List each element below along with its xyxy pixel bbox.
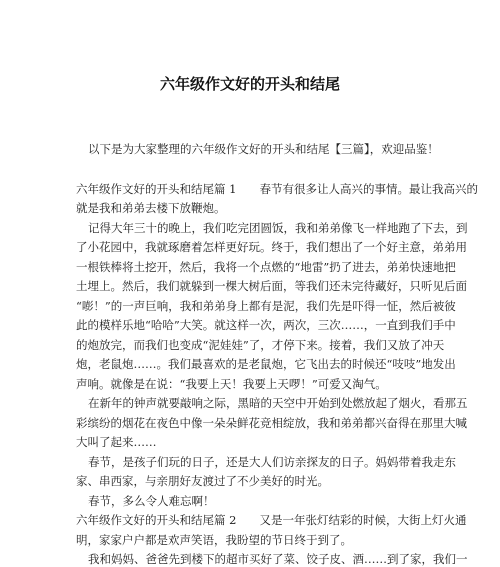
body-line: “嘭！”的一声巨响，我和弟弟身上都有是泥，我们先是吓得一怔，然后被彼	[76, 299, 456, 313]
body-line: 我和妈妈、爸爸先到楼下的超市买好了菜、饺子皮、酒……到了家，我们一	[88, 552, 468, 566]
body-line: 在新年的钟声就要敲响之际，黑暗的天空中开始到处燃放起了烟火，看那五	[88, 396, 468, 410]
body-line: 声响。就像是在说：“我要上天！我要上天啰！”可爱又淘气。	[76, 377, 387, 391]
body-line: 大叫了起来……	[76, 435, 157, 449]
body-line: 明，家家户户都是欢声笑语，我盼望的节日终于到了。	[76, 533, 352, 547]
document-title: 六年级作文好的开头和结尾	[159, 75, 340, 93]
body-line: 家、串西家，与亲朋好友渡过了不少美好的时光。	[76, 474, 329, 488]
body-line: 六年级作文好的开头和结尾篇 1 春节有很多让人高兴的事情。最让我高兴的	[76, 182, 478, 196]
body-line: 春节，多么令人难忘啊！	[88, 494, 215, 508]
body-line: 炮，老鼠炮……。我们最喜欢的是老鼠炮，它飞出去的时候还“吱吱”地发出	[76, 357, 456, 371]
body-line: 六年级作文好的开头和结尾篇 2 又是一年张灯结彩的时候，大街上灯火通	[76, 513, 467, 527]
body-line: 一根铁棒将土挖开，然后，我将一个点燃的“地雷”扔了进去，弟弟快速地把	[76, 260, 456, 274]
body-line: 此的模样乐地“哈哈”大笑。就这样一次，两次，三次……，一直到我们手中	[76, 318, 456, 332]
body-line: 彩缤纷的烟花在夜色中像一朵朵鲜花竞相绽放，我和弟弟都兴奋得在那里大喊	[76, 416, 467, 430]
body-line: 的炮放完，而我们也变成“泥娃娃”了，才停下来。接着，我们又放了冲天	[76, 338, 445, 352]
intro-paragraph: 以下是为大家整理的六年级作文好的开头和结尾【三篇】，欢迎品鉴！	[88, 142, 439, 156]
body-line: 就是我和弟弟去楼下放鞭炮。	[76, 201, 226, 215]
body-line: 记得大年三十的晚上，我们吃完团圆饭，我和弟弟像飞一样地跑了下去，到	[88, 221, 468, 235]
body-line: 春节，是孩子们玩的日子，还是大人们访亲探友的日子。妈妈带着我走东	[88, 455, 456, 469]
body-line: 土埋上。然后，我们就躲到一棵大树后面，等我们还未完待藏好，只听见后面	[76, 279, 467, 293]
body-line: 了小花园中，我就琢磨着怎样更好玩。终于，我们想出了一个好主意，弟弟用	[76, 240, 467, 254]
